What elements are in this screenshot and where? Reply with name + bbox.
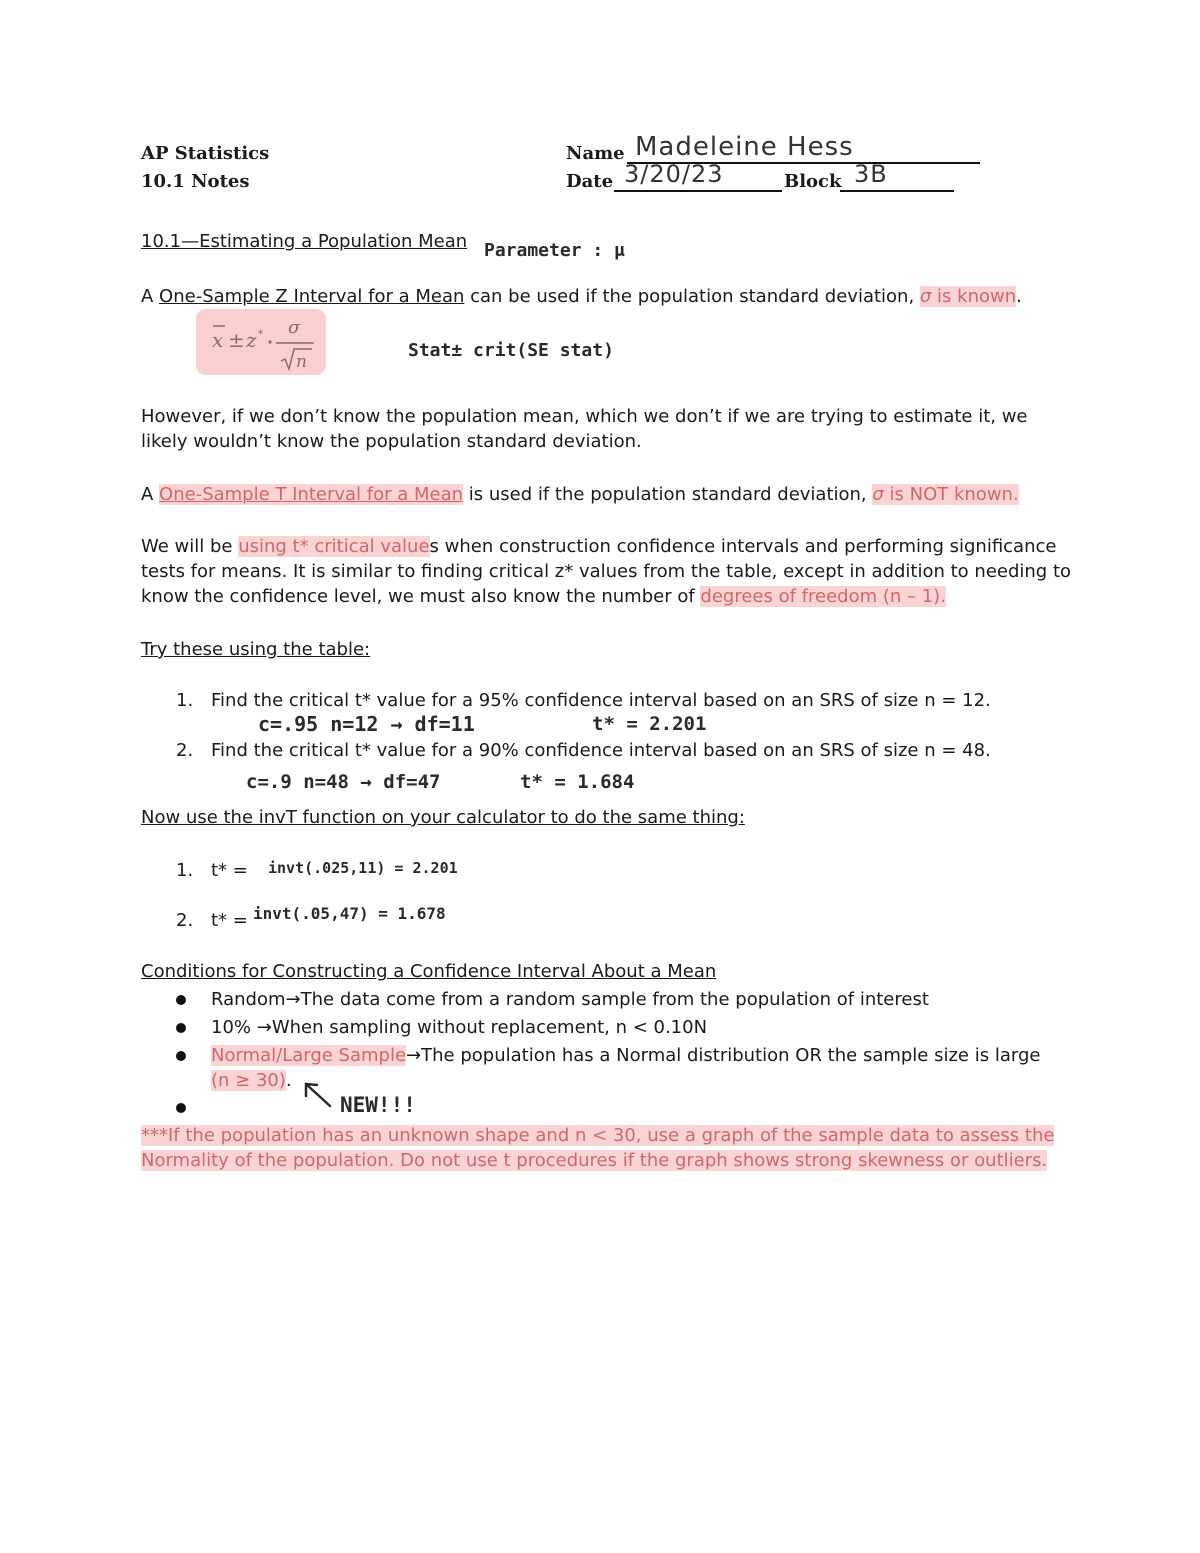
t-interval-term: One-Sample T Interval for a Mean (159, 484, 464, 505)
table-problem-2-answer: t* = 1.684 (520, 771, 635, 793)
however-line-2: likely wouldn’t know the population standard deviation. (141, 431, 642, 452)
svg-text:z: z (246, 328, 257, 352)
calc-problem-2-label: t* = (211, 910, 248, 931)
svg-text:n: n (296, 352, 307, 372)
however-line-1: However, if we don’t know the population mean, which we don’t if we are trying to estimate it, we (141, 406, 1028, 427)
bullet-icon (176, 1051, 186, 1061)
block-field[interactable] (840, 160, 954, 192)
conditions-heading: Conditions for Constructing a Confidence Interval About a Mean (141, 961, 717, 982)
bullet-icon (176, 995, 186, 1005)
calc-problem-2-num: 2. (176, 910, 194, 931)
svg-text:±: ± (228, 328, 245, 352)
degrees-freedom-highlight: degrees of freedom (n – 1) (700, 586, 941, 607)
sigma-known-highlight: σ is known (919, 286, 1017, 307)
condition-random: Random→The data come from a random sample from the population of interest (211, 989, 929, 1010)
z-formula (196, 309, 326, 375)
arrow-icon: → (406, 1045, 422, 1066)
notes-title: 10.1 Notes (141, 171, 250, 192)
calc-heading: Now use the invT function on your calculator to do the same thing: (141, 807, 745, 828)
hand-arrow-icon (300, 1078, 340, 1110)
footnote-line-1: ***If the population has an unknown shape and n < 30, use a graph of the sample data to assess the (141, 1125, 1055, 1146)
calc-problem-2-work: invt(.05,47) = 1.678 (253, 904, 446, 923)
block-value: 3B (854, 160, 888, 188)
z-interval-sentence: A One-Sample Z Interval for a Mean can be used if the population standard deviation, σ is known. (141, 286, 1022, 307)
bullet-icon (176, 1103, 186, 1113)
tstar-line-1: We will be using t* critical values when construction confidence intervals and performing significance (141, 536, 1057, 557)
svg-text:σ: σ (288, 317, 301, 338)
tstar-line-3: know the confidence level, we must also know the number of degrees of freedom (n – 1). (141, 586, 946, 607)
svg-text:*: * (258, 329, 263, 340)
table-problem-2-work: c=.9 n=48 → df=47 (246, 771, 441, 793)
date-field[interactable] (614, 160, 782, 192)
bullet-icon (176, 1023, 186, 1033)
z-formula-graphic (196, 309, 326, 375)
course-title: AP Statistics (141, 143, 270, 164)
condition-normal: Normal/Large Sample→The population has a Normal distribution OR the sample size is large (211, 1045, 1041, 1066)
name-label: Name (566, 143, 625, 164)
sigma-not-known-highlight: σ is NOT known. (872, 484, 1019, 505)
name-value: Madeleine Hess (635, 132, 854, 162)
table-problem-1-text: Find the critical t* value for a 95% confidence interval based on an SRS of size n = 12. (211, 690, 991, 711)
calc-problem-1-num: 1. (176, 860, 194, 881)
calc-problem-1-label: t* = (211, 860, 248, 881)
condition-normal-line-2: (n ≥ 30). (211, 1070, 292, 1091)
z-interval-term: One-Sample Z Interval for a Mean (159, 286, 465, 307)
t-interval-sentence: A One-Sample T Interval for a Mean is used if the population standard deviation, σ is NOT known. (141, 484, 1019, 505)
calc-problem-1-work: invt(.025,11) = 2.201 (268, 859, 458, 877)
table-heading: Try these using the table: (141, 639, 371, 660)
block-label: Block (784, 171, 842, 192)
arrow-icon: → (256, 1017, 272, 1038)
table-problem-1-work: c=.95 n=12 → df=11 (258, 712, 475, 736)
footnote-line-2: Normality of the population. Do not use t procedures if the graph shows strong skewness or outliers. (141, 1150, 1048, 1171)
new-note: NEW!!! (340, 1093, 416, 1117)
svg-text:x: x (212, 328, 224, 352)
formula-note: Stat± crit(SE stat) (408, 340, 614, 361)
table-problem-2-text: Find the critical t* value for a 90% confidence interval based on an SRS of size n = 48. (211, 740, 991, 761)
arrow-icon: → (285, 989, 301, 1010)
date-value: 3/20/23 (624, 160, 724, 188)
tstar-critical-highlight: using t* critical value (238, 536, 430, 557)
tstar-line-2: tests for means. It is similar to finding critical z* values from the table, except in addition to needing to (141, 561, 1072, 582)
parameter-note: Parameter : μ (484, 240, 625, 261)
section-title: 10.1—Estimating a Population Mean (141, 231, 468, 252)
date-label: Date (566, 171, 614, 192)
table-problem-2-num: 2. (176, 740, 194, 761)
normal-large-highlight: Normal/Large Sample (211, 1045, 407, 1066)
table-problem-1-num: 1. (176, 690, 194, 711)
table-problem-1-answer: t* = 2.201 (592, 713, 707, 735)
condition-10pct: 10% →When sampling without replacement, n < 0.10N (211, 1017, 708, 1038)
